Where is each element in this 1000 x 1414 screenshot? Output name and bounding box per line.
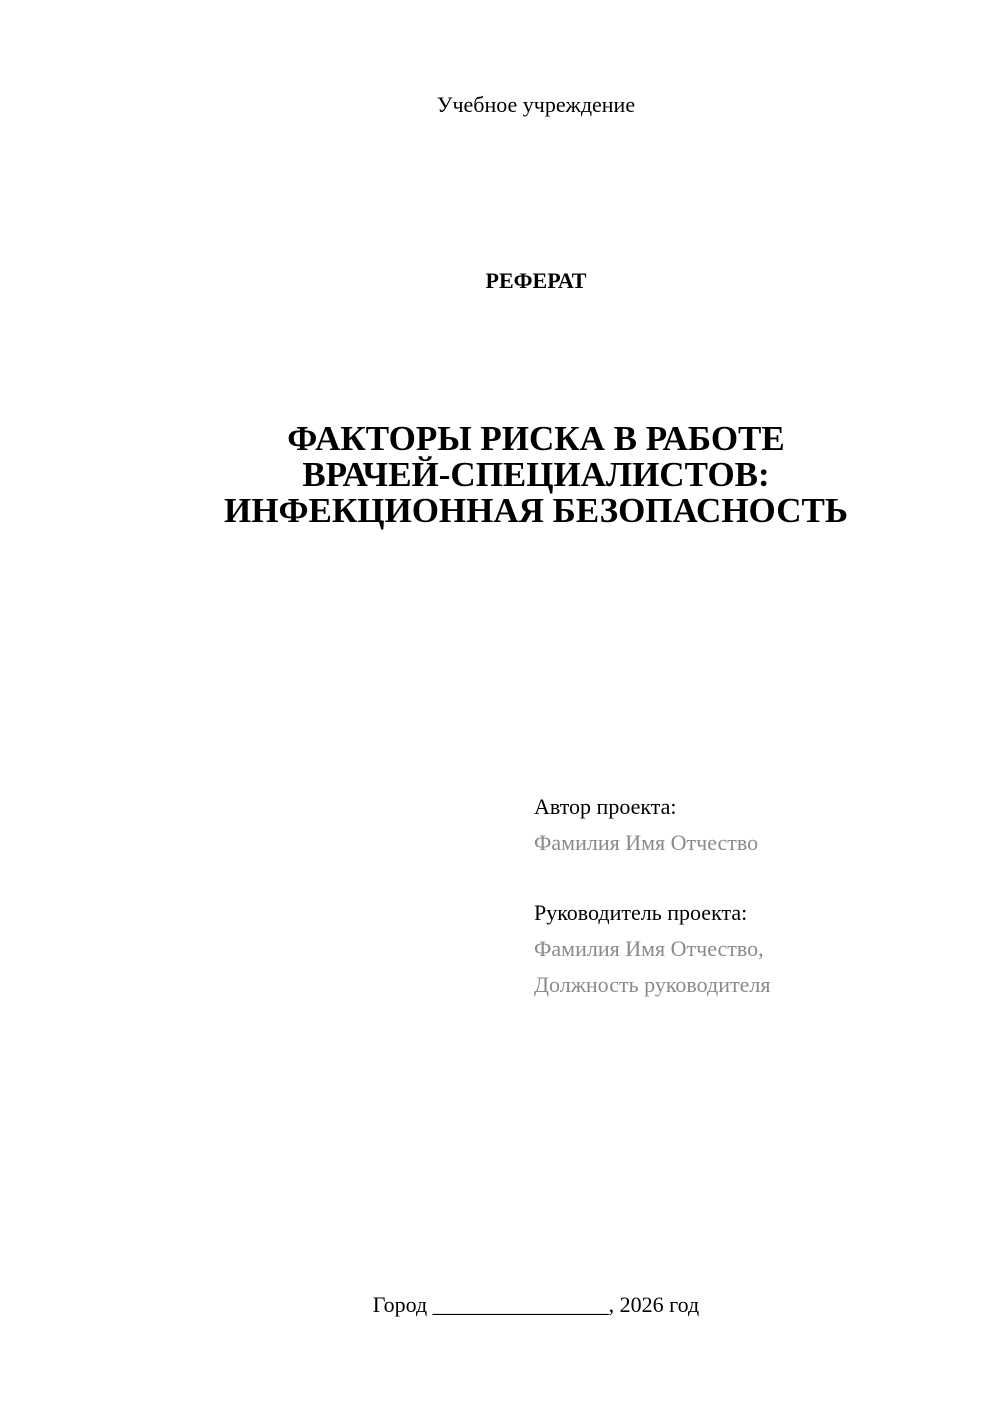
credits-block	[534, 789, 974, 1003]
title-line: ИНФЕКЦИОННАЯ БЕЗОПАСНОСТЬ	[224, 491, 848, 530]
author-name: Фамилия Имя Отчество	[534, 830, 759, 855]
supervisor-label: Руководитель проекта:	[534, 900, 748, 925]
supervisor-name: Фамилия Имя Отчество,	[534, 936, 764, 961]
credits-spacer	[534, 861, 974, 895]
document-title	[0, 421, 1000, 529]
title-line: ФАКТОРЫ РИСКА В РАБОТЕ	[287, 419, 785, 458]
institution-name: Учебное учреждение	[436, 92, 636, 117]
supervisor-position: Должность руководителя	[534, 972, 771, 997]
document-type: РЕФЕРАТ	[485, 268, 587, 293]
city-year-line: Город ________________, 2026 год	[372, 1292, 700, 1317]
title-line: ВРАЧЕЙ-СПЕЦИАЛИСТОВ:	[302, 455, 770, 494]
author-label: Автор проекта:	[534, 794, 677, 819]
